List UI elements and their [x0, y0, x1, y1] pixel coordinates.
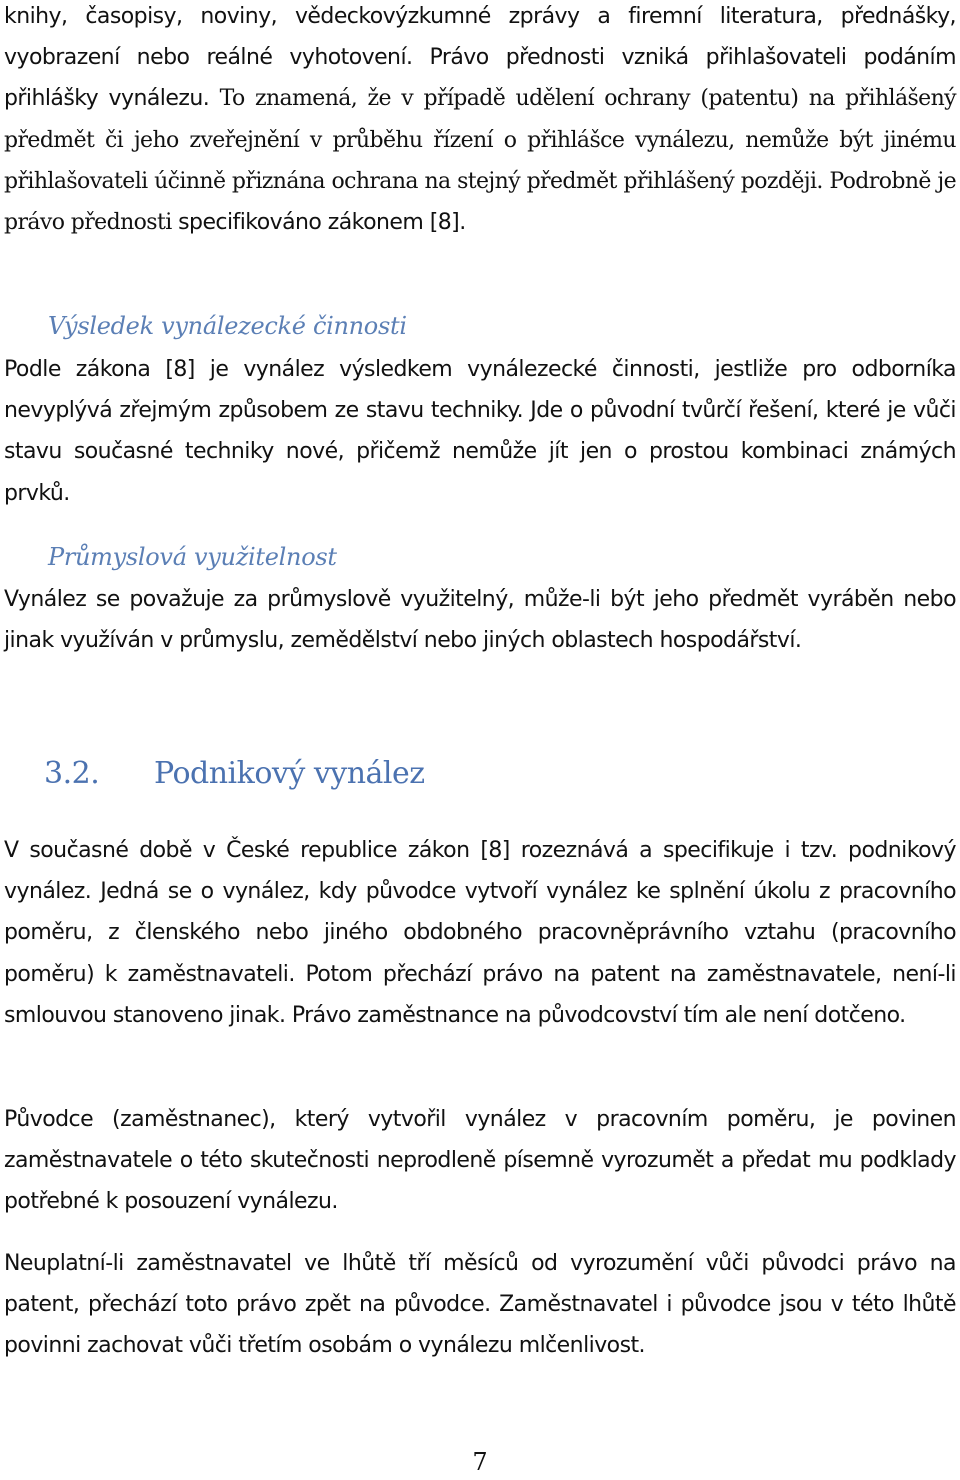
priority-text-part-1: knihy, časopisy, noviny, vědeckovýzkumné zprávy a firemní literatura, přednášky, vyobrazení nebo reálné vyhotovení. Právo přednosti vzniká přihlašovateli podáním přihlášky vynálezu.: [4, 4, 956, 112]
section-heading-inventive-step: Výsledek vynálezecké činnosti: [48, 312, 407, 340]
inventive-step-text: Podle zákona [8] je vynález výsledkem vynálezecké činnosti, jestliže pro odborníka nevyplývá zřejmým způsobem ze stavu techniky. Jde o původní tvůrčí řešení, které je vůči stavu současné techniky nové, přičemž nemůže jít jen o prostou kombinaci známých prvků.: [4, 357, 956, 506]
paragraph-inventive-step: [4, 349, 956, 514]
paragraph-industrial-applicability: [4, 579, 956, 661]
priority-text-part-2: To znamená, že v případě udělení ochrany (patentu) na přihlášený předmět či jeho zveřejnění v průběhu řízení o přihlášce vynálezu, nemůže být jinému přihlašovateli účinně přiznána ochrana na stejný předmět přihlášený později. Podrobně je právo přednosti: [4, 86, 956, 236]
chapter-heading: [44, 752, 425, 796]
paragraph-originator-duty: [4, 1099, 956, 1223]
company-invention-text: V současné době v České republice zákon [8] rozeznává a specifikuje i tzv. podnikový vynález. Jedná se o vynález, kdy původce vytvoří vynález ke splnění úkolu z pracovního poměru, z členského nebo jiného obdobného pracovněprávního vztahu (pracovního poměru) k zaměstnavateli. Potom přechází právo na patent na zaměstnavatele, není-li smlouvou stanoveno jinak. Právo zaměstnance na původcovství tím ale není dotčeno.: [4, 838, 956, 1028]
section-heading-industrial-applicability: Průmyslová využitelnost: [48, 543, 337, 571]
paragraph-company-invention: [4, 830, 956, 1036]
page-number: 7: [472, 1448, 488, 1476]
industrial-applicability-text: Vynález se považuje za průmyslově využitelný, může-li být jeho předmět vyráběn nebo jinak využíván v průmyslu, zemědělství nebo jiných oblastech hospodářství.: [4, 587, 956, 654]
originator-duty-text: Původce (zaměstnanec), který vytvořil vynález v pracovním poměru, je povinen zaměstnavatele o této skutečnosti neprodleně písemně vyrozumět a předat mu podklady potřebné k posouzení vynálezu.: [4, 1107, 956, 1215]
chapter-title: Podnikový vynález: [154, 756, 425, 791]
three-months-text: Neuplatní-li zaměstnavatel ve lhůtě tří měsíců od vyrozumění vůči původci právo na patent, přechází toto právo zpět na původce. Zaměstnavatel i původce jsou v této lhůtě povinni zachovat vůči třetím osobám o vynálezu mlčenlivost.: [4, 1251, 956, 1359]
priority-text-part-3: specifikováno zákonem [8].: [171, 210, 466, 236]
document-page: [4, 0, 956, 1480]
paragraph-priority-right: [4, 0, 956, 243]
paragraph-three-months: [4, 1243, 956, 1367]
chapter-number: 3.2.: [44, 756, 100, 791]
